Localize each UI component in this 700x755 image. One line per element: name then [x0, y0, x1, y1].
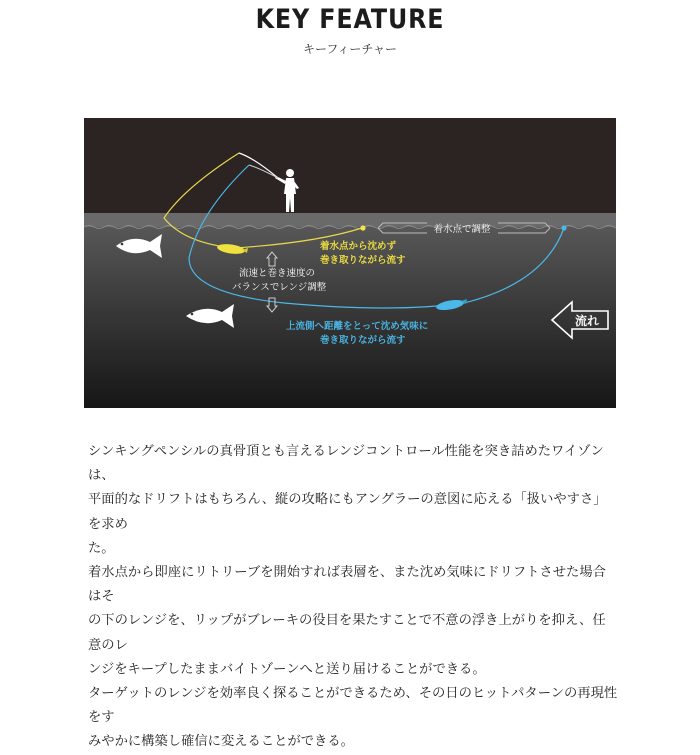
paragraph-line: ターゲットのレンジを効率良く探ることができるため、その日のヒットパターンの再現性をす	[88, 686, 618, 726]
label-blue-line1: 上流側へ距離をとって沈め気味に	[286, 321, 429, 332]
drift-diagram	[84, 118, 616, 408]
paragraph-line: 着水点から即座にリトリーブを開始すれば表層を、また沈め気味にドリフトさせた場合はそ	[88, 565, 606, 605]
label-balance-line2: バランスでレンジ調整	[232, 282, 327, 293]
label-yellow-line2: 巻き取りながら流す	[320, 255, 406, 266]
paragraph-line: みやかに構築し確信に変えることができる。	[88, 734, 354, 750]
paragraph-line: シンキングペンシルの真骨頂とも言えるレンジコントロール性能を突き詰めたワイゾンは、	[88, 444, 604, 484]
yellow-landing-point	[360, 225, 365, 230]
paragraph-line: ンジをキープしたままバイトゾーンへと送り届けることができる。	[88, 661, 486, 677]
label-blue-line2: 巻き取りながら流す	[320, 335, 406, 346]
paragraph-line: 平面的なドリフトはもちろん、縦の攻略にもアングラーの意図に応える「扱いやすさ」を求め	[88, 492, 607, 532]
label-adjust-at-landing: 着水点で調整	[433, 224, 491, 235]
label-yellow-line1: 着水点から沈めず	[320, 241, 397, 252]
paragraph-line: た。	[88, 540, 115, 556]
feature-description	[88, 440, 618, 755]
blue-landing-point	[561, 225, 566, 230]
sky-area	[84, 118, 616, 213]
page-title: KEY FEATURE	[255, 4, 445, 35]
label-current: 流れ	[574, 314, 600, 328]
paragraph-line: の下のレンジを、リップがブレーキの役目を果たすことで不意の浮き上がりを抑え、任意のレ	[88, 613, 606, 653]
page-subtitle: キーフィーチャー	[302, 42, 398, 56]
label-balance-line1: 流速と巻き速度の	[239, 268, 316, 279]
